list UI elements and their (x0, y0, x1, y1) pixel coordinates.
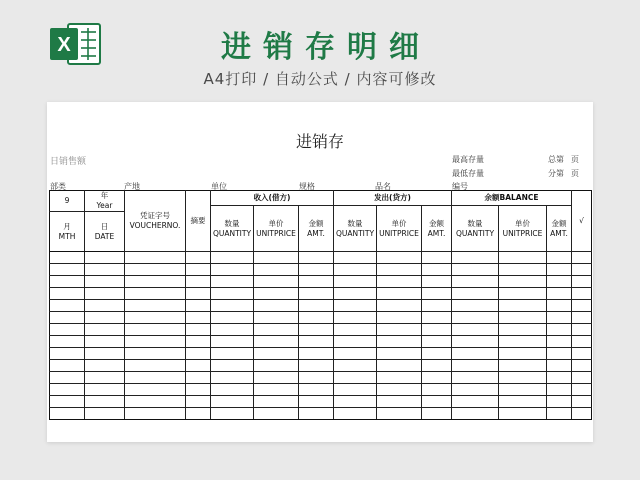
table-cell[interactable] (125, 384, 186, 396)
product-name-label: 品名 (375, 182, 391, 191)
table-cell[interactable] (211, 348, 254, 360)
table-cell[interactable] (422, 324, 452, 336)
table-cell[interactable] (499, 408, 547, 420)
table-cell[interactable] (85, 312, 125, 324)
table-cell[interactable] (334, 348, 377, 360)
table-row (50, 324, 592, 336)
table-cell[interactable] (422, 372, 452, 384)
table-cell[interactable] (211, 264, 254, 276)
table-cell[interactable] (334, 360, 377, 372)
table-cell[interactable] (377, 312, 422, 324)
table-cell[interactable] (50, 336, 85, 348)
table-cell[interactable] (334, 324, 377, 336)
table-cell[interactable] (547, 264, 572, 276)
table-cell[interactable] (254, 300, 299, 312)
table-cell[interactable] (211, 312, 254, 324)
income-unitprice-header: 单价 UNITPRICE (254, 206, 299, 252)
daily-sales-label: 日销售额 (50, 157, 87, 167)
table-row (50, 372, 592, 384)
table-cell[interactable] (50, 384, 85, 396)
min-stock-label: 最低存量 (452, 169, 484, 178)
table-cell[interactable] (547, 276, 572, 288)
table-cell[interactable] (547, 312, 572, 324)
table-cell[interactable] (334, 312, 377, 324)
outgo-amount-header: 金额 AMT. (422, 206, 452, 252)
table-cell[interactable] (499, 324, 547, 336)
table-cell[interactable] (499, 276, 547, 288)
table-cell[interactable] (50, 360, 85, 372)
table-cell[interactable] (299, 324, 334, 336)
table-cell[interactable] (422, 384, 452, 396)
table-cell[interactable] (50, 252, 85, 264)
table-cell[interactable] (50, 396, 85, 408)
outgo-group-header: 发出(贷方) (334, 191, 452, 206)
table-cell[interactable] (572, 336, 592, 348)
table-cell[interactable] (85, 336, 125, 348)
table-row (50, 336, 592, 348)
spreadsheet-sheet (47, 102, 593, 442)
income-group-header: 收入(借方) (211, 191, 334, 206)
table-cell[interactable] (299, 372, 334, 384)
year-header: 年 Year (85, 191, 125, 212)
table-cell[interactable] (50, 348, 85, 360)
income-quantity-header: 数量 QUANTITY (211, 206, 254, 252)
table-cell[interactable] (452, 276, 499, 288)
table-cell[interactable] (254, 324, 299, 336)
table-cell[interactable] (299, 288, 334, 300)
table-cell[interactable] (572, 360, 592, 372)
page-label-1: 页 (571, 155, 579, 164)
table-cell[interactable] (499, 384, 547, 396)
table-cell[interactable] (334, 384, 377, 396)
table-cell[interactable] (299, 360, 334, 372)
month-header: 月 MTH (50, 212, 85, 252)
table-cell[interactable] (299, 300, 334, 312)
table-cell[interactable] (377, 276, 422, 288)
table-cell[interactable] (186, 408, 211, 420)
table-cell[interactable] (499, 300, 547, 312)
sheet-title: 进销存 (295, 132, 344, 151)
table-cell[interactable] (125, 276, 186, 288)
table-cell[interactable] (422, 300, 452, 312)
table-cell[interactable] (452, 336, 499, 348)
table-cell[interactable] (125, 312, 186, 324)
table-cell[interactable] (452, 324, 499, 336)
table-cell[interactable] (50, 312, 85, 324)
table-cell[interactable] (422, 360, 452, 372)
table-cell[interactable] (334, 372, 377, 384)
table-cell[interactable] (377, 324, 422, 336)
table-cell[interactable] (211, 336, 254, 348)
table-cell[interactable] (499, 396, 547, 408)
table-cell[interactable] (125, 360, 186, 372)
table-cell[interactable] (452, 360, 499, 372)
table-row (50, 288, 592, 300)
table-cell[interactable] (85, 360, 125, 372)
table-cell[interactable] (547, 360, 572, 372)
table-cell[interactable] (572, 264, 592, 276)
table-cell[interactable] (547, 252, 572, 264)
table-cell[interactable] (186, 252, 211, 264)
table-cell[interactable] (254, 384, 299, 396)
table-cell[interactable] (452, 348, 499, 360)
ledger-table (49, 190, 592, 420)
table-cell[interactable] (125, 336, 186, 348)
table-cell[interactable] (186, 348, 211, 360)
table-cell[interactable] (186, 276, 211, 288)
table-row (50, 264, 592, 276)
table-cell[interactable] (334, 264, 377, 276)
table-cell[interactable] (452, 384, 499, 396)
table-cell[interactable] (499, 288, 547, 300)
table-cell[interactable] (125, 372, 186, 384)
table-cell[interactable] (299, 396, 334, 408)
table-row (50, 300, 592, 312)
table-cell[interactable] (299, 348, 334, 360)
table-cell[interactable] (499, 336, 547, 348)
table-cell[interactable] (211, 324, 254, 336)
table-cell[interactable] (186, 360, 211, 372)
table-cell[interactable] (125, 408, 186, 420)
table-cell[interactable] (125, 288, 186, 300)
total-no-label: 总第 (548, 155, 564, 164)
table-cell[interactable] (85, 384, 125, 396)
max-stock-label: 最高存量 (452, 155, 484, 164)
table-cell[interactable] (211, 396, 254, 408)
table-row (50, 384, 592, 396)
table-cell[interactable] (452, 264, 499, 276)
table-cell[interactable] (254, 360, 299, 372)
table-cell[interactable] (547, 336, 572, 348)
table-cell[interactable] (452, 312, 499, 324)
table-cell[interactable] (334, 288, 377, 300)
table-cell[interactable] (377, 360, 422, 372)
origin-label: 产地 (124, 182, 140, 191)
table-cell[interactable] (572, 396, 592, 408)
table-cell[interactable] (186, 396, 211, 408)
table-cell[interactable] (254, 336, 299, 348)
table-cell[interactable] (299, 408, 334, 420)
table-cell[interactable] (85, 264, 125, 276)
table-cell[interactable] (422, 312, 452, 324)
table-cell[interactable] (50, 372, 85, 384)
table-row (50, 348, 592, 360)
table-cell[interactable] (186, 312, 211, 324)
table-cell[interactable] (572, 288, 592, 300)
table-cell[interactable] (499, 264, 547, 276)
table-cell[interactable] (125, 300, 186, 312)
table-cell[interactable] (50, 324, 85, 336)
table-cell[interactable] (50, 408, 85, 420)
table-cell[interactable] (572, 384, 592, 396)
table-cell[interactable] (499, 360, 547, 372)
table-cell[interactable] (186, 300, 211, 312)
table-cell[interactable] (334, 276, 377, 288)
banner-title: 进销存明细 (221, 30, 431, 65)
table-cell[interactable] (211, 288, 254, 300)
table-cell[interactable] (125, 396, 186, 408)
table-cell[interactable] (377, 300, 422, 312)
table-cell[interactable] (334, 408, 377, 420)
day-header: 日 DATE (85, 212, 125, 252)
table-cell[interactable] (377, 288, 422, 300)
table-row (50, 252, 592, 264)
table-cell[interactable] (452, 252, 499, 264)
spec-label: 规格 (299, 182, 315, 191)
balance-amount-header: 金额 AMT. (547, 206, 572, 252)
table-cell[interactable] (186, 372, 211, 384)
table-cell[interactable] (299, 276, 334, 288)
table-cell[interactable] (186, 324, 211, 336)
table-cell[interactable] (85, 252, 125, 264)
table-cell[interactable] (211, 408, 254, 420)
table-cell[interactable] (452, 408, 499, 420)
table-cell[interactable] (85, 300, 125, 312)
table-cell[interactable] (125, 252, 186, 264)
table-cell[interactable] (299, 336, 334, 348)
table-cell[interactable] (377, 336, 422, 348)
table-cell[interactable] (572, 252, 592, 264)
table-cell[interactable] (452, 372, 499, 384)
table-cell[interactable] (85, 372, 125, 384)
table-cell[interactable] (211, 252, 254, 264)
table-cell[interactable] (547, 348, 572, 360)
table-cell[interactable] (299, 252, 334, 264)
table-cell[interactable] (85, 276, 125, 288)
balance-group-header: 余额BALANCE (452, 191, 572, 206)
table-row (50, 408, 592, 420)
table-cell[interactable] (377, 372, 422, 384)
outgo-unitprice-header: 单价 UNITPRICE (377, 206, 422, 252)
table-cell[interactable] (299, 264, 334, 276)
table-cell[interactable] (452, 288, 499, 300)
table-cell[interactable] (377, 408, 422, 420)
code-label: 编号 (452, 182, 468, 191)
table-cell[interactable] (50, 300, 85, 312)
table-cell[interactable] (186, 288, 211, 300)
table-cell[interactable] (254, 288, 299, 300)
table-cell[interactable] (334, 396, 377, 408)
table-cell[interactable] (211, 360, 254, 372)
table-cell[interactable] (572, 408, 592, 420)
table-cell[interactable] (422, 408, 452, 420)
table-cell[interactable] (452, 396, 499, 408)
table-cell[interactable] (547, 288, 572, 300)
table-cell[interactable] (186, 336, 211, 348)
table-cell[interactable] (50, 264, 85, 276)
summary-header: 摘要 (186, 191, 211, 252)
table-cell[interactable] (377, 252, 422, 264)
table-cell[interactable] (422, 348, 452, 360)
table-cell[interactable] (334, 300, 377, 312)
excel-logo-letter: X (57, 34, 71, 56)
table-cell[interactable] (422, 252, 452, 264)
check-header: √ (572, 191, 592, 252)
table-cell[interactable] (211, 372, 254, 384)
table-cell[interactable] (85, 348, 125, 360)
table-cell[interactable] (572, 300, 592, 312)
table-cell[interactable] (377, 384, 422, 396)
table-cell[interactable] (377, 396, 422, 408)
table-cell[interactable] (186, 384, 211, 396)
table-cell[interactable] (499, 372, 547, 384)
table-cell[interactable] (211, 300, 254, 312)
table-cell[interactable] (499, 252, 547, 264)
table-cell[interactable] (547, 396, 572, 408)
table-cell[interactable] (50, 288, 85, 300)
voucher-header: 凭证字号 VOUCHERNO. (125, 191, 186, 252)
table-cell[interactable] (422, 396, 452, 408)
table-cell[interactable] (254, 348, 299, 360)
table-row (50, 396, 592, 408)
table-cell[interactable] (377, 348, 422, 360)
table-cell[interactable] (85, 324, 125, 336)
sub-no-label: 分第 (548, 169, 564, 178)
table-cell[interactable] (211, 384, 254, 396)
table-cell[interactable] (254, 396, 299, 408)
table-cell[interactable] (125, 324, 186, 336)
table-cell[interactable] (254, 264, 299, 276)
table-cell[interactable] (334, 252, 377, 264)
table-cell[interactable] (254, 312, 299, 324)
table-cell[interactable] (547, 372, 572, 384)
table-cell[interactable] (85, 408, 125, 420)
table-cell[interactable] (85, 288, 125, 300)
department-label: 部类 (50, 182, 66, 191)
table-cell[interactable] (499, 312, 547, 324)
table-cell[interactable] (422, 336, 452, 348)
table-row (50, 276, 592, 288)
table-cell[interactable] (452, 300, 499, 312)
table-cell[interactable] (572, 372, 592, 384)
table-cell[interactable] (125, 264, 186, 276)
table-cell[interactable] (254, 276, 299, 288)
table-row (50, 312, 592, 324)
table-cell[interactable] (299, 384, 334, 396)
table-cell[interactable] (254, 372, 299, 384)
table-cell[interactable] (547, 324, 572, 336)
table-cell[interactable] (499, 348, 547, 360)
table-row (50, 360, 592, 372)
banner-subtitle: A4打印 / 自动公式 / 内容可修改 (203, 70, 437, 88)
table-cell[interactable] (299, 312, 334, 324)
table-cell[interactable] (547, 300, 572, 312)
table-cell[interactable] (422, 264, 452, 276)
table-cell[interactable] (211, 276, 254, 288)
table-cell[interactable] (334, 336, 377, 348)
table-cell[interactable] (254, 408, 299, 420)
table-cell[interactable] (572, 276, 592, 288)
balance-unitprice-header: 单价 UNITPRICE (499, 206, 547, 252)
table-cell[interactable] (572, 324, 592, 336)
page-label-2: 页 (571, 169, 579, 178)
table-cell[interactable] (125, 348, 186, 360)
table-cell[interactable] (85, 396, 125, 408)
table-cell[interactable] (422, 288, 452, 300)
balance-quantity-header: 数量 QUANTITY (452, 206, 499, 252)
table-cell[interactable] (254, 252, 299, 264)
table-cell[interactable] (50, 276, 85, 288)
table-cell[interactable] (186, 264, 211, 276)
table-cell[interactable] (377, 264, 422, 276)
table-cell[interactable] (547, 384, 572, 396)
income-amount-header: 金额 AMT. (299, 206, 334, 252)
outgo-quantity-header: 数量 QUANTITY (334, 206, 377, 252)
month-value-cell[interactable]: 9 (50, 191, 85, 212)
unit-label: 单位 (211, 182, 227, 191)
table-cell[interactable] (547, 408, 572, 420)
table-cell[interactable] (572, 312, 592, 324)
table-cell[interactable] (572, 348, 592, 360)
table-cell[interactable] (422, 276, 452, 288)
